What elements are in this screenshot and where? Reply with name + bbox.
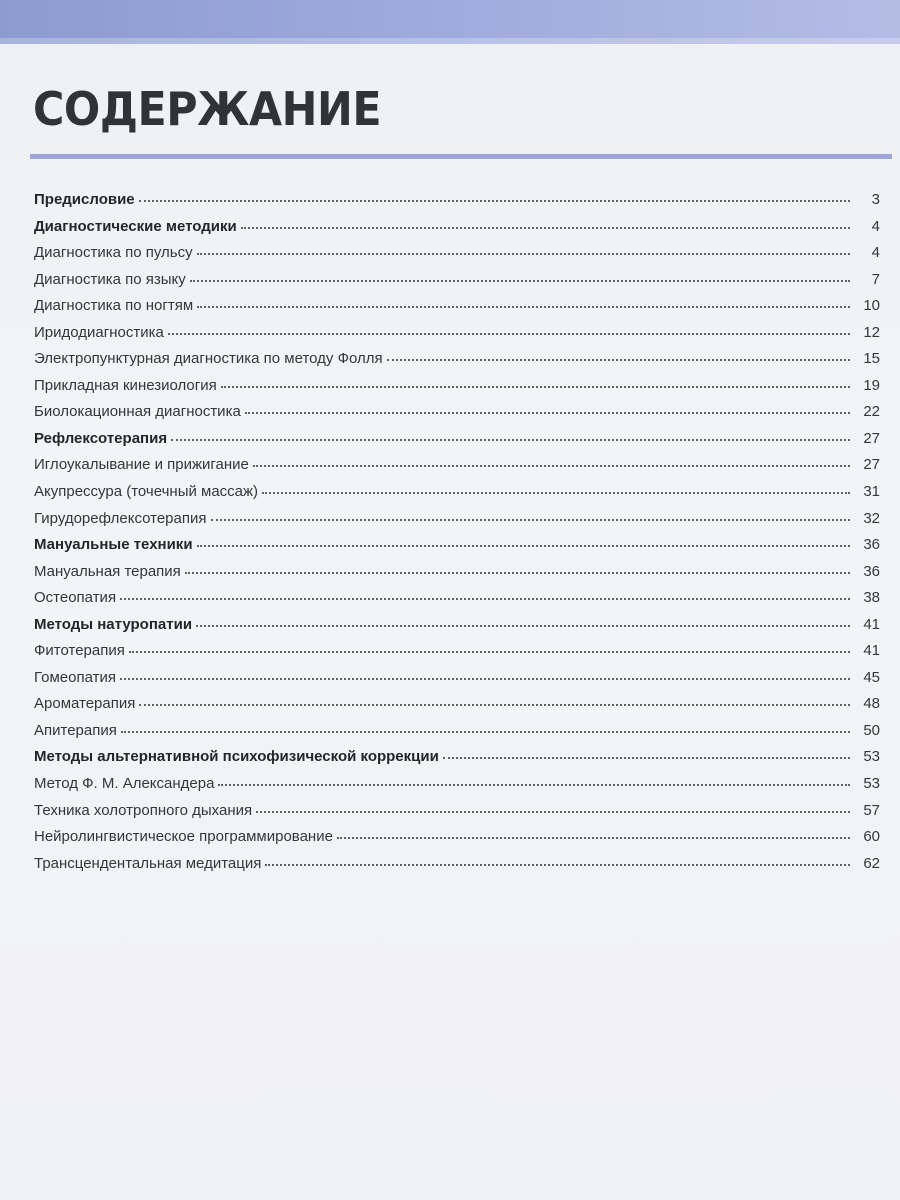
toc-page-number: 50 <box>863 721 880 739</box>
dot-leader <box>256 811 850 813</box>
toc-page-number: 3 <box>871 191 880 208</box>
toc-page-number: 32 <box>863 509 880 527</box>
toc-entry-title: Остеопатия <box>34 589 117 607</box>
toc-page-number: 7 <box>871 270 880 288</box>
toc-page-number: 41 <box>863 642 880 660</box>
dot-leader <box>443 757 850 759</box>
toc-subsection-entry <box>34 483 880 510</box>
toc-entry-title: Техника холотропного дыхания <box>34 801 253 819</box>
dot-leader <box>387 359 850 361</box>
toc-page-number: 12 <box>863 323 880 341</box>
toc-entry-title: Апитерапия <box>34 721 117 739</box>
toc-page-number: 41 <box>863 615 880 633</box>
toc-subsection-entry <box>34 350 880 377</box>
toc-page-number: 62 <box>863 854 880 872</box>
dot-leader <box>121 731 850 733</box>
toc-subsection-entry <box>34 802 880 829</box>
toc-page-number: 53 <box>863 748 880 766</box>
table-of-contents <box>34 191 880 881</box>
toc-page-number: 4 <box>871 217 880 235</box>
dot-leader <box>337 837 850 839</box>
toc-page-number: 36 <box>863 536 880 554</box>
toc-page-number: 27 <box>863 456 880 474</box>
toc-subsection-entry <box>34 775 880 802</box>
toc-section-entry <box>34 191 880 218</box>
toc-page-number: 10 <box>863 297 880 315</box>
toc-section-entry <box>34 616 880 643</box>
toc-entry-title: Рефлексотерапия <box>34 429 168 447</box>
toc-page-number: 48 <box>863 695 880 713</box>
toc-entry-title: Диагностика по языку <box>34 270 186 288</box>
toc-page-number: 4 <box>871 244 880 262</box>
toc-page-number: 57 <box>863 801 880 819</box>
toc-subsection-entry <box>34 510 880 537</box>
dot-leader <box>185 572 850 574</box>
toc-subsection-entry <box>34 244 880 271</box>
toc-entry-title: Диагностические методики <box>34 217 237 235</box>
toc-entry-title: Методы альтернативной психофизической коррекции <box>34 748 439 766</box>
toc-section-entry <box>34 218 880 245</box>
toc-subsection-entry <box>34 695 880 722</box>
toc-subsection-entry <box>34 669 880 696</box>
toc-page-number: 36 <box>863 562 880 580</box>
toc-section-entry <box>34 430 880 457</box>
dot-leader <box>253 465 850 467</box>
toc-entry-title: Электропунктурная диагностика по методу Фолля <box>34 350 383 368</box>
dot-leader <box>139 704 850 706</box>
dot-leader <box>197 253 850 255</box>
toc-entry-title: Трансцендентальная медитация <box>34 854 262 872</box>
toc-entry-title: Предисловие <box>34 191 135 208</box>
toc-subsection-entry <box>34 855 880 882</box>
toc-entry-title: Мануальные техники <box>34 536 193 554</box>
toc-entry-title: Диагностика по пульсу <box>34 244 193 262</box>
dot-leader <box>241 227 850 229</box>
toc-page-number: 60 <box>863 828 880 846</box>
toc-section-entry <box>34 536 880 563</box>
toc-entry-title: Гирудорефлексотерапия <box>34 509 207 527</box>
toc-entry-title: Нейролингвистическое программирование <box>34 828 333 846</box>
toc-subsection-entry <box>34 828 880 855</box>
dot-leader <box>197 545 850 547</box>
title-underline <box>30 154 892 159</box>
toc-subsection-entry <box>34 642 880 669</box>
toc-subsection-entry <box>34 456 880 483</box>
toc-page-number: 27 <box>863 429 880 447</box>
toc-page-number: 19 <box>863 376 880 394</box>
toc-subsection-entry <box>34 271 880 298</box>
toc-entry-title: Ароматерапия <box>34 695 136 713</box>
toc-entry-title: Диагностика по ногтям <box>34 297 194 315</box>
dot-leader <box>168 333 850 335</box>
toc-subsection-entry <box>34 589 880 616</box>
toc-page-number: 15 <box>863 350 880 368</box>
toc-section-entry <box>34 748 880 775</box>
dot-leader <box>218 784 850 786</box>
top-color-band <box>0 0 900 44</box>
dot-leader <box>211 519 851 521</box>
toc-subsection-entry <box>34 324 880 351</box>
toc-page-number: 45 <box>863 668 880 686</box>
toc-page-number: 53 <box>863 775 880 793</box>
toc-entry-title: Биолокационная диагностика <box>34 403 241 421</box>
toc-page-number: 22 <box>863 403 880 421</box>
toc-entry-title: Метод Ф. М. Александера <box>34 775 215 793</box>
toc-entry-title: Иридодиагностика <box>34 323 164 341</box>
dot-leader <box>171 439 850 441</box>
toc-entry-title: Акупрессура (точечный массаж) <box>34 483 259 501</box>
toc-subsection-entry <box>34 297 880 324</box>
page-title: СОДЕРЖАНИЕ <box>33 82 382 136</box>
dot-leader <box>120 678 850 680</box>
dot-leader <box>265 864 850 866</box>
dot-leader <box>120 598 850 600</box>
toc-subsection-entry <box>34 377 880 404</box>
toc-page-number: 38 <box>863 589 880 607</box>
toc-entry-title: Гомеопатия <box>34 668 116 686</box>
dot-leader <box>245 412 850 414</box>
toc-entry-title: Иглоукалывание и прижигание <box>34 456 249 474</box>
toc-entry-title: Прикладная кинезиология <box>34 376 217 394</box>
toc-subsection-entry <box>34 563 880 590</box>
toc-entry-title: Методы натуропатии <box>34 615 193 633</box>
toc-entry-title: Мануальная терапия <box>34 562 181 580</box>
toc-subsection-entry <box>34 403 880 430</box>
dot-leader <box>197 306 850 308</box>
dot-leader <box>221 386 850 388</box>
dot-leader <box>262 492 850 494</box>
dot-leader <box>196 625 850 627</box>
dot-leader <box>129 651 850 653</box>
dot-leader <box>139 200 850 202</box>
dot-leader <box>190 280 850 282</box>
toc-entry-title: Фитотерапия <box>34 642 125 660</box>
toc-page-number: 31 <box>863 483 880 501</box>
toc-subsection-entry <box>34 722 880 749</box>
